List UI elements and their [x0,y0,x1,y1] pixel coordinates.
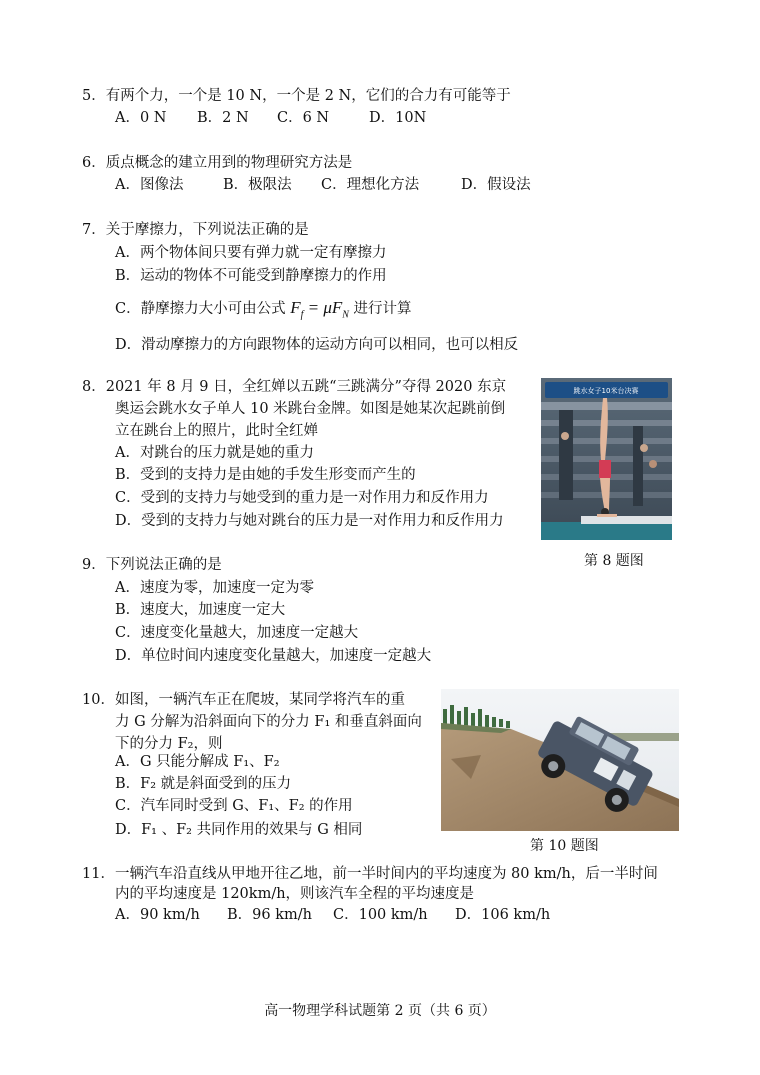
q6-option-a: A．图像法 [115,177,184,193]
q10-option-a: A．G 只能分解成 F₁、F₂ [115,754,280,770]
q9-stem: 9．下列说法正确的是 [82,557,222,573]
q10-option-d: D．F₁ 、F₂ 共同作用的效果与 G 相同 [115,822,363,838]
page-footer: 高一物理学科试题第 2 页（共 6 页） [264,1003,496,1019]
q10-stem-line3: 下的分力 F₂，则 [115,736,223,752]
q9-option-c: C．速度变化量越大，加速度一定越大 [115,625,359,641]
q8-stem-line1: 8．2021 年 8 月 9 日，全红婵以五跳“三跳满分”夺得 2020 东京 [82,379,507,395]
formula-lhs: F [290,298,301,317]
q7-option-c-suffix: 进行计算 [353,301,412,317]
q10-option-c: C．汽车同时受到 G、F₁、F₂ 的作用 [115,798,353,814]
q7-option-d: D．滑动摩擦力的方向跟物体的运动方向可以相同，也可以相反 [115,337,519,353]
q6-option-d: D．假设法 [461,177,531,193]
q11-option-a: A．90 km/h [115,907,200,923]
q5-options [115,108,426,128]
q11-stem-line2: 内的平均速度是 120km/h，则该汽车全程的平均速度是 [115,886,475,902]
q6-stem: 6．质点概念的建立用到的物理研究方法是 [82,155,353,171]
q10-stem-line2: 力 G 分解为沿斜面向下的分力 F₁ 和垂直斜面向 [115,714,422,730]
q8-option-b: B．受到的支持力是由她的手发生形变而产生的 [115,467,416,483]
formula-lhs-sub: f [300,309,304,321]
q9-option-b: B．速度大，加速度一定大 [115,602,286,618]
formula-rhs-sub: N [342,309,349,321]
photo-banner-text: 跳水女子10米台决赛 [573,387,639,395]
q11-option-b: B．96 km/h [227,907,312,923]
q8-stem-line3: 立在跳台上的照片，此时全红婵 [115,423,318,439]
q7-stem: 7．关于摩擦力，下列说法正确的是 [82,222,309,238]
q7-option-c [115,298,412,325]
q8-option-a: A．对跳台的压力就是她的重力 [115,445,314,461]
q5-option-a: A．0 N [115,110,167,126]
q7-option-b: B．运动的物体不可能受到静摩擦力的作用 [115,268,387,284]
q8-option-c: C．受到的支持力与她受到的重力是一对作用力和反作用力 [115,490,489,506]
q11-option-d: D．106 km/h [455,907,551,923]
q10-stem-line1: 10．如图，一辆汽车正在爬坡，某同学将汽车的重 [82,692,405,708]
q11-stem-line1: 11．一辆汽车沿直线从甲地开往乙地，前一半时间内的平均速度为 80 km/h，后一半时间 [82,866,658,882]
q6-option-c: C．理想化方法 [321,177,420,193]
q5-option-d: D．10N [369,110,427,126]
q7-option-c-prefix: C．静摩擦力大小可由公式 [115,301,286,317]
q8-stem-line2: 奥运会跳水女子单人 10 米跳台金牌。如图是她某次起跳前倒 [115,401,506,417]
q11-option-c: C．100 km/h [333,907,428,923]
q6-option-b: B．极限法 [223,177,292,193]
diver-photo-illustration [541,378,672,540]
q10-option-b: B．F₂ 就是斜面受到的压力 [115,776,292,792]
q8-figure-caption: 第 8 题图 [584,553,644,569]
q9-option-d: D．单位时间内速度变化量越大，加速度一定越大 [115,648,432,664]
suv-climbing-photo [441,689,679,831]
q5-stem: 5．有两个力，一个是 10 N，一个是 2 N，它们的合力有可能等于 [82,88,511,104]
formula-eq: = μF [303,298,343,317]
q10-figure-caption: 第 10 题图 [530,838,599,854]
q9-option-a: A．速度为零，加速度一定为零 [115,580,314,596]
q7-option-a: A．两个物体间只要有弹力就一定有摩擦力 [115,245,387,261]
q6-options [115,175,531,195]
q8-option-d: D．受到的支持力与她对跳台的压力是一对作用力和反作用力 [115,513,504,529]
q5-option-b: B．2 N [197,110,249,126]
q11-options [115,905,550,925]
q5-option-c: C．6 N [277,110,330,126]
suv-photo-illustration [441,689,679,831]
friction-formula [290,298,349,321]
diver-handstand-photo [541,378,672,540]
